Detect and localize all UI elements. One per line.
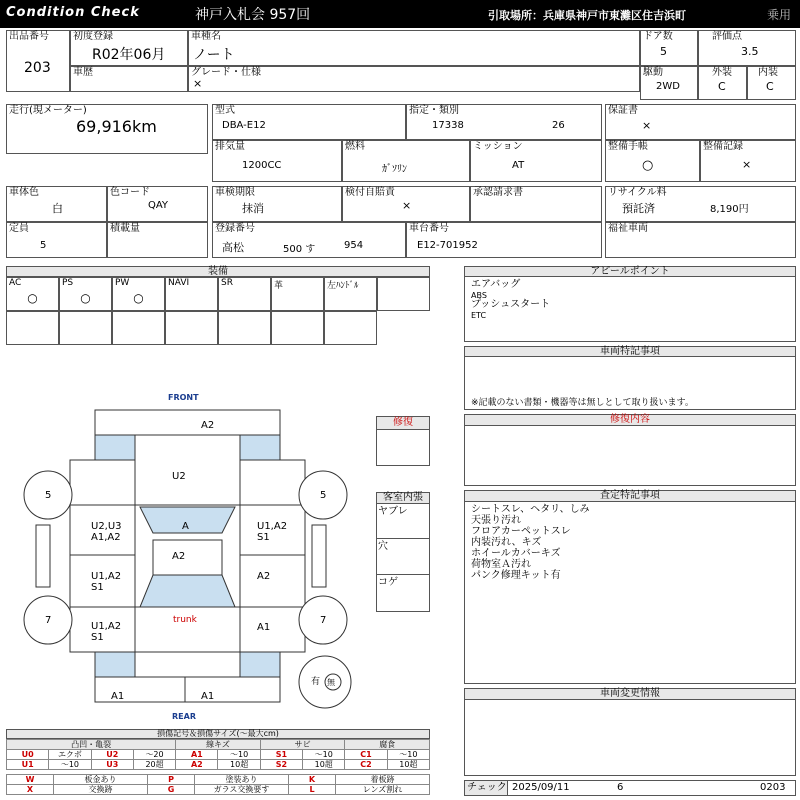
repair-detail-title: 修復内容 (464, 414, 796, 426)
car-diagram (0, 385, 440, 725)
equipment-empty-cell (59, 311, 112, 345)
legend-symbol: W (7, 775, 54, 785)
equipment-item-左ﾊﾝﾄﾞﾙ (324, 277, 377, 311)
plate-class: 500 す (283, 244, 316, 255)
legend-desc: 10超 (303, 760, 345, 770)
equipment-title: 装備 (6, 266, 430, 277)
welfare-label: 福祉車両 (608, 223, 648, 234)
plate-area: 高松 (222, 241, 244, 254)
equipment-item-pw (112, 277, 165, 311)
color-value: 白 (52, 202, 63, 215)
changes-title: 車両変更情報 (464, 688, 796, 700)
legend-symbol: P (148, 775, 195, 785)
model-value: DBA-E12 (222, 120, 266, 131)
equipment-extra-cell (377, 277, 430, 311)
check-date: 2025/09/11 (512, 782, 570, 793)
trunk-label: trunk (173, 615, 197, 625)
legend-symbol: K (289, 775, 336, 785)
legend-symbol-desc: 塗装あり (195, 775, 289, 785)
grade-value: × (193, 77, 203, 90)
tire-front-right: 5 (320, 490, 327, 501)
doors-value: 5 (660, 45, 667, 58)
int-value: C (766, 80, 774, 93)
recycle-status: 預託済 (622, 202, 655, 215)
inspector-line-2: 天張り汚れ (471, 515, 521, 526)
capacity-label: 定員 (9, 223, 29, 234)
int-label: 内装 (758, 67, 778, 78)
equipment-empty-cell (218, 311, 271, 345)
legend-code: S1 (260, 750, 302, 760)
changes-box (464, 688, 796, 776)
manual-value: ○ (642, 158, 654, 173)
equipment-value: ○ (133, 291, 144, 305)
mission-value: AT (512, 160, 525, 171)
rear-label: REAR (172, 712, 196, 721)
mission-label: ミッション (473, 141, 523, 152)
right-rear-door-damage: A2 (257, 571, 271, 582)
spare-icon: 無 (327, 678, 335, 687)
legend-desc: エクボ (49, 750, 91, 760)
repair-title: 修復 (376, 416, 430, 430)
hood-damage: U2 (172, 471, 186, 482)
appeal-line-3: プッシュスタート (471, 299, 551, 310)
equipment-name: SR (221, 278, 233, 288)
auction-title: 神戸入札会 957回 (195, 7, 311, 23)
score-label: 評価点 (712, 31, 742, 42)
mileage-value: 69,916km (76, 117, 157, 136)
color-label: 車体色 (9, 187, 39, 198)
inspection-value: 抹消 (242, 202, 264, 215)
legend-symbol: L (289, 785, 336, 795)
legend-group-scratch: 線キズ (176, 740, 261, 750)
equipment-name: NAVI (168, 278, 190, 288)
inspector-line-7: パンク修理キット有 (471, 570, 561, 581)
mileage-label: 走行(現メーター) (9, 105, 87, 116)
inspector-title: 査定特記事項 (464, 490, 796, 502)
appeal-line-1: エアバッグ (471, 279, 521, 290)
right-rear-fender-damage: A1 (257, 622, 271, 633)
drive-value: 2WD (656, 81, 680, 92)
inspector-line-3: フロアカーペットスレ (471, 526, 571, 537)
interior-title: 客室内張 (376, 492, 430, 504)
equipment-empty-cell (6, 311, 59, 345)
doors-label: ドア数 (643, 31, 673, 42)
interior-divider-2 (376, 574, 430, 575)
equipment-empty-cell (112, 311, 165, 345)
legend-code: A2 (176, 760, 218, 770)
lot-label: 出品番号 (9, 31, 49, 42)
legend-desc: 〜10 (49, 760, 91, 770)
equipment-item-革 (271, 277, 324, 311)
special-note: ※記載のない書類・機器等は無しとして取り扱います。 (471, 398, 694, 408)
front-label: FRONT (168, 393, 199, 402)
legend-desc: 〜10 (303, 750, 345, 760)
legend-desc: 10超 (218, 760, 260, 770)
classification-value: 26 (552, 120, 565, 131)
equipment-item-ps (59, 277, 112, 311)
reg-value: R02年06月 (92, 47, 166, 63)
warranty-label: 保証書 (608, 105, 638, 116)
legend-symbol-desc: 着板跡 (336, 775, 430, 785)
plate-number: 954 (344, 240, 364, 251)
grade-label: グレード・仕様 (191, 67, 261, 78)
reg-label: 初度登録 (73, 31, 113, 42)
legend-group-dent: 凸凹・亀裂 (7, 740, 176, 750)
equipment-name: PS (62, 278, 74, 288)
equipment-name: 革 (274, 281, 284, 291)
legend-code: S2 (260, 760, 302, 770)
equipment-item-ac (6, 277, 59, 311)
color-code-label: 色コード (110, 187, 150, 198)
fuel-value: ｶﾞｿﾘﾝ (382, 164, 407, 175)
legend-code: C1 (345, 750, 387, 760)
legend-code: U1 (7, 760, 49, 770)
inspector-line-1: シートスレ、ヘタリ、しみ (471, 504, 590, 515)
tire-front-left: 5 (45, 490, 52, 501)
right-front-door-damage: U1,A2 S1 (257, 521, 288, 543)
appeal-line-2: ABS (471, 291, 487, 300)
equipment-name: PW (115, 278, 130, 288)
equipment-value: ○ (27, 291, 38, 305)
windshield-damage: A (182, 521, 189, 532)
equipment-empty-cell (324, 311, 377, 345)
plate-label: 登録番号 (215, 223, 255, 234)
appeal-line-4: ETC (471, 311, 487, 320)
recycle-label: リサイクル料 (608, 187, 667, 198)
rear-center-damage: A1 (201, 691, 215, 702)
chassis-label: 車台番号 (409, 223, 449, 234)
legend-desc: 20超 (133, 760, 175, 770)
equipment-empty-cell (165, 311, 218, 345)
legend-table (6, 739, 430, 770)
legend-code: U2 (91, 750, 133, 760)
equipment-name: AC (9, 278, 22, 288)
insurance-value: × (402, 199, 412, 212)
legend-symbols-table (6, 774, 430, 795)
check-code: 0203 (760, 782, 786, 793)
equipment-name: 左ﾊﾝﾄﾞﾙ (327, 281, 359, 291)
legend-symbol-desc: 板金あり (54, 775, 148, 785)
equipment-empty-cell (271, 311, 324, 345)
tire-rear-left: 7 (45, 615, 52, 626)
inspector-line-5: ホイールカバーキズ (471, 548, 561, 559)
legend-code: U3 (91, 760, 133, 770)
chassis-value: E12-701952 (417, 240, 478, 251)
interior-item-burn: コゲ (378, 577, 398, 588)
check-number: 6 (617, 782, 624, 793)
record-value: × (742, 158, 752, 171)
manual-label: 整備手帳 (608, 141, 648, 152)
equipment-item-sr (218, 277, 271, 311)
equipment-grid (6, 277, 430, 345)
interior-item-hole: 穴 (378, 541, 388, 552)
legend-code: U0 (7, 750, 49, 760)
capacity-value: 5 (40, 240, 47, 251)
pickup-location: 引取場所：兵庫県神戸市東灘区住吉浜町 (488, 9, 686, 22)
roof-damage: A2 (172, 551, 186, 562)
history-label: 車歴 (73, 67, 93, 78)
spare-label: 有 (311, 677, 321, 687)
category-badge: 乗用 (767, 8, 792, 22)
designation-label: 指定・類別 (409, 105, 459, 116)
name-box (188, 30, 640, 66)
legend-desc: 〜10 (218, 750, 260, 760)
displacement-value: 1200CC (242, 160, 282, 171)
appeal-title: アピールポイント (464, 266, 796, 277)
left-front-door-damage: U2,U3 A1,A2 (91, 521, 122, 543)
fuel-label: 燃料 (345, 141, 365, 152)
legend-title: 損傷記号＆損傷サイズ(〜最大cm) (6, 729, 430, 739)
warranty-value: × (642, 119, 652, 132)
drive-label: 駆動 (643, 67, 663, 78)
model-label: 型式 (215, 105, 235, 116)
legend-group-corrosion: 腐食 (345, 740, 430, 750)
equipment-item-navi (165, 277, 218, 311)
inspection-label: 車検期限 (215, 187, 255, 198)
displacement-label: 排気量 (215, 141, 245, 152)
ext-label: 外装 (712, 67, 732, 78)
record-label: 整備記録 (703, 141, 743, 152)
legend-code: C2 (345, 760, 387, 770)
legend-group-rust: サビ (260, 740, 345, 750)
legend-desc: 〜10 (387, 750, 429, 760)
left-rear-fender-damage: U1,A2 S1 (91, 621, 122, 643)
legend-desc: 10超 (387, 760, 429, 770)
equipment-value: ○ (80, 291, 91, 305)
legend-symbol: G (148, 785, 195, 795)
check-label: チェック (467, 782, 507, 793)
interior-divider-1 (376, 538, 430, 539)
ext-value: C (718, 80, 726, 93)
inspector-line-4: 内装汚れ、キズ (471, 537, 542, 548)
interior-item-tear: ヤブレ (378, 506, 408, 517)
inspector-line-6: 荷物室Ａ汚れ (471, 559, 531, 570)
legend-symbol: X (7, 785, 54, 795)
roof-front-damage: A2 (201, 420, 215, 431)
color-code-value: QAY (148, 200, 169, 211)
left-rear-door-damage: U1,A2 S1 (91, 571, 122, 593)
car-name: ノート (193, 47, 235, 63)
recycle-fee: 8,190円 (710, 204, 749, 215)
insurance-label: 検付自賠責 (345, 187, 395, 198)
name-label: 車種名 (191, 31, 221, 42)
legend-symbol-desc: 交換跡 (54, 785, 148, 795)
rear-left-damage: A1 (111, 691, 125, 702)
score-value: 3.5 (741, 45, 759, 58)
load-label: 積載量 (110, 223, 140, 234)
legend-symbol-desc: レンズ割れ (336, 785, 430, 795)
brand-label: Condition Check (6, 5, 140, 20)
legend-code: A1 (176, 750, 218, 760)
legend-symbol-desc: ガラス交換要す (195, 785, 289, 795)
legend-desc: 〜20 (133, 750, 175, 760)
tire-rear-right: 7 (320, 615, 327, 626)
special-title: 車両特記事項 (464, 346, 796, 357)
lot-number: 203 (24, 60, 51, 76)
designation-value: 17338 (432, 120, 464, 131)
approval-label: 承認請求書 (473, 187, 523, 198)
